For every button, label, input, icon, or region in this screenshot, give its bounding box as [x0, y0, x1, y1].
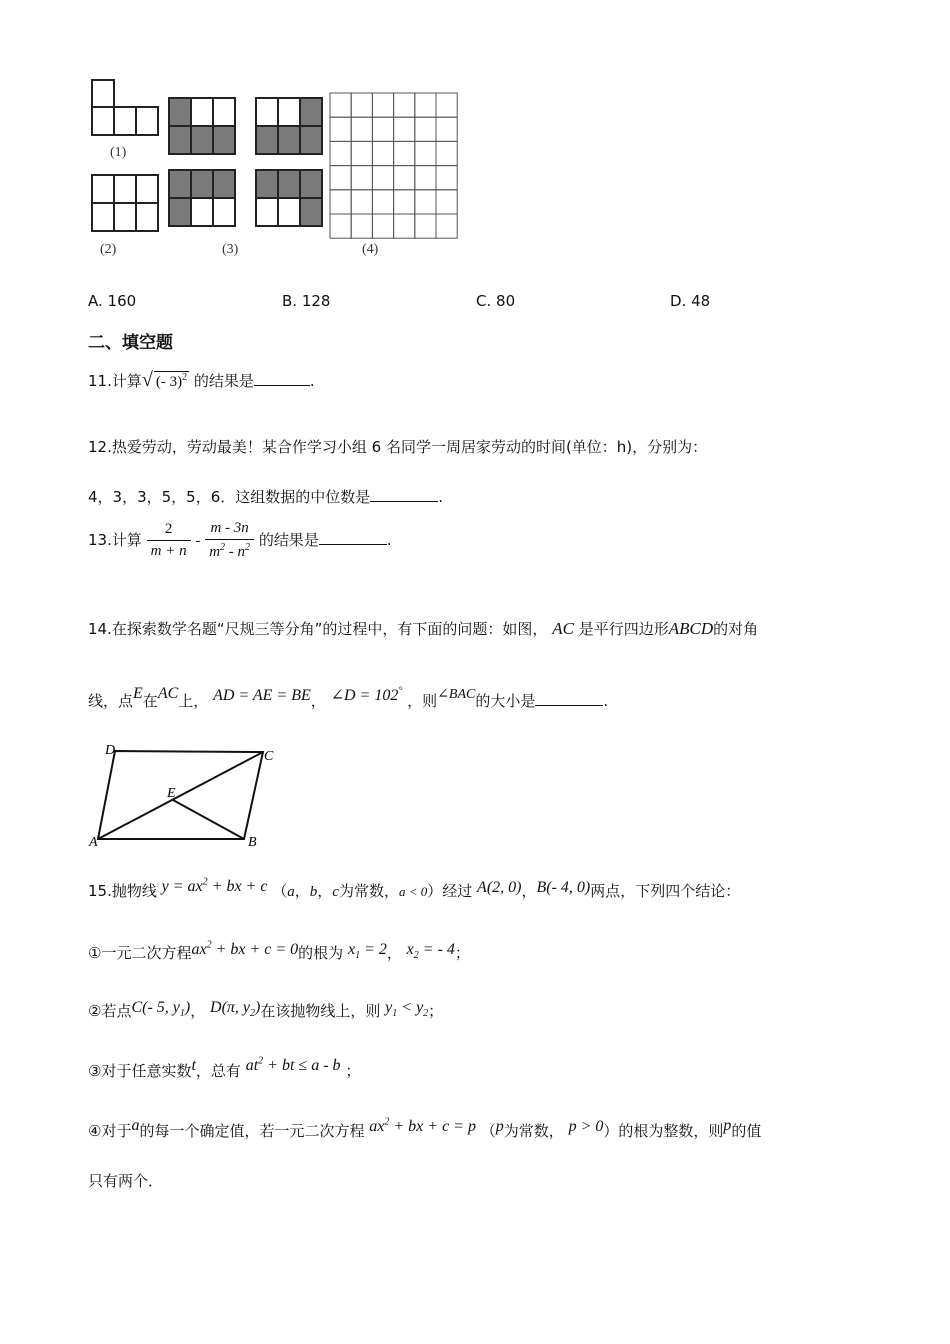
- grid-figures: [0, 0, 480, 270]
- option-d: D. 48: [670, 292, 711, 310]
- grid-cell: [436, 166, 457, 190]
- question-15: 15.抛物线 $y = ax^2$ + bx + c （a，b，c为常数，a < 0）经过 A(2, 0)，B(- 4, 0)两点，下列四个结论：: [88, 876, 741, 900]
- conclusion-4-line-2: 只有两个．: [88, 1172, 164, 1190]
- question-11: 11.计算√ (- 3)$^2$ 的结果是 .: [88, 369, 315, 391]
- question-12-line-2: 4，3，3，5，5，6．这组数据的中位数是 .: [88, 488, 444, 506]
- grid-cell: [372, 214, 393, 238]
- grid-cell: [372, 141, 393, 165]
- question-12-line-1: 12.热爱劳动，劳动最美！某合作学习小组 6 名同学一周居家劳动的时间(单位：h)，分别为：: [88, 438, 708, 456]
- grid-cell: [330, 93, 351, 117]
- conclusion-4-line-1: ④对于a的每一个确定值，若一元二次方程 $ax^2$ + bx + c = p （p为常数， p > 0）的根为整数，则p的值: [88, 1116, 762, 1140]
- grid-cell: [415, 166, 436, 190]
- conclusion-1: ①一元二次方程$ax^2$ + bx + c = 0的根为 $x_1 = 2$， $x_2$ = - 4；: [88, 939, 470, 962]
- grid-cell: [415, 214, 436, 238]
- question-14-line-2: 线，点E在AC上， AD = AE = BE， ∠D = 102° ，则∠BAC的大小是 .: [88, 685, 609, 710]
- section-title: 二、填空题: [88, 333, 173, 353]
- grid-cell: [436, 214, 457, 238]
- grid-cell: [372, 166, 393, 190]
- grid-cell: [330, 141, 351, 165]
- grid-cell: [436, 117, 457, 141]
- grid-cell: [330, 190, 351, 214]
- grid-cell: [394, 166, 415, 190]
- grid-cell: [394, 214, 415, 238]
- figure-caption-2: (2): [100, 242, 117, 257]
- figure-caption-3: (3): [222, 242, 239, 257]
- parallelogram-figure: [88, 740, 288, 852]
- grid-cell: [330, 166, 351, 190]
- grid-cell: [394, 93, 415, 117]
- grid-cell: [372, 93, 393, 117]
- label-b: B: [248, 835, 257, 850]
- grid-cell: [436, 93, 457, 117]
- conclusion-2: ②若点C(- 5, $y_1$)， D(π, $y_2$)在该抛物线上，则 $y_1 < y_2$；: [88, 999, 444, 1020]
- grid-cell: [351, 93, 372, 117]
- grid-cell: [415, 141, 436, 165]
- label-d: D: [105, 743, 116, 758]
- grid-cell: [351, 214, 372, 238]
- grid-cell: [394, 190, 415, 214]
- conclusion-3: ③对于任意实数t，总有 $at^2$ + bt ≤ a - b ；: [88, 1055, 361, 1080]
- label-e: E: [167, 786, 176, 801]
- grid-cell: [351, 166, 372, 190]
- grid-cell: [415, 93, 436, 117]
- grid-cell: [330, 117, 351, 141]
- option-c: C. 80: [476, 292, 516, 310]
- grid-cell: [394, 141, 415, 165]
- grid-cell: [415, 190, 436, 214]
- grid-cell: [415, 117, 436, 141]
- question-13: 13.计算 $\frac{2}{m + n}$ - $\frac{m - 3n}{m^2 - n^2}$ 的结果是 .: [88, 520, 392, 560]
- grid-cell: [351, 190, 372, 214]
- grid-cell: [372, 190, 393, 214]
- option-b: B. 128: [282, 292, 331, 310]
- grid-cell: [330, 214, 351, 238]
- grid-cell: [372, 117, 393, 141]
- grid-cell: [351, 141, 372, 165]
- grid-cell: [436, 141, 457, 165]
- label-c: C: [264, 749, 274, 764]
- question-14-line-1: 14.在探索数学名题“尺规三等分角”的过程中，有下面的问题：如图， AC 是平行四边形ABCD的对角: [88, 619, 759, 638]
- grid-cell: [436, 190, 457, 214]
- grid-cell: [351, 117, 372, 141]
- label-a: A: [89, 835, 98, 850]
- figure-caption-1: (1): [110, 145, 127, 160]
- option-a: A. 160: [88, 292, 137, 310]
- figure-caption-4: (4): [362, 242, 379, 257]
- grid-cell: [394, 117, 415, 141]
